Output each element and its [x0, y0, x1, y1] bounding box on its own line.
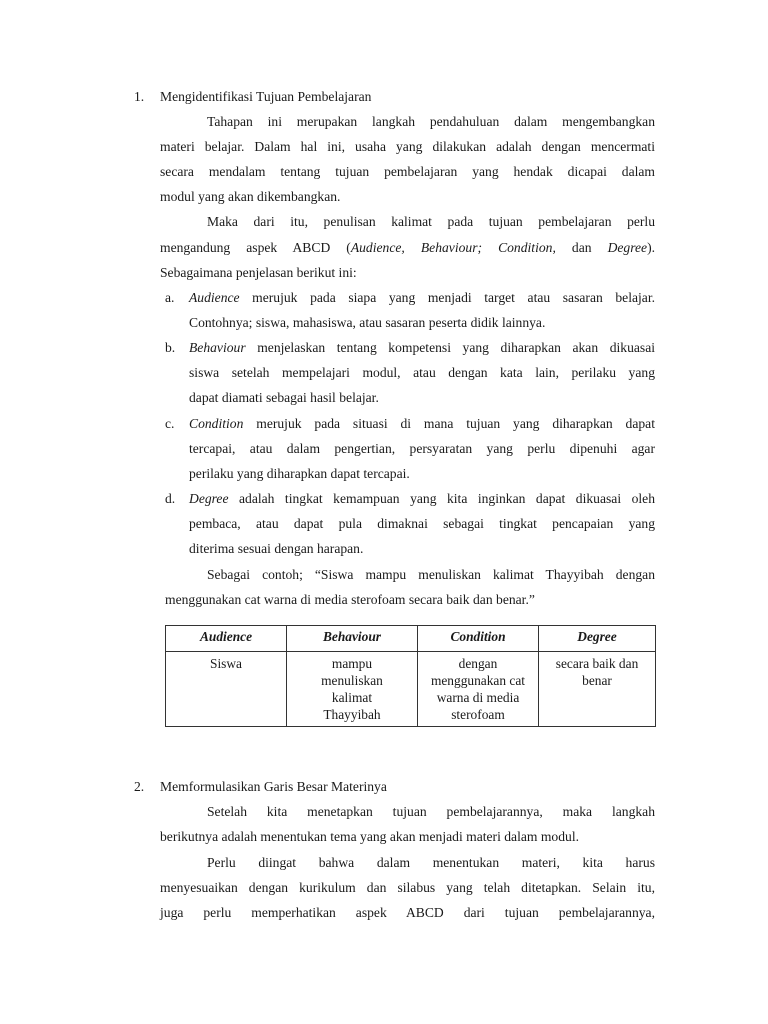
cell-line: warna di media — [436, 690, 520, 705]
example-line-1: Sebagai contoh; “Siswa mampu menuliskan kalimat Thayyibah dengan — [207, 567, 655, 582]
header-degree: Degree — [539, 626, 656, 652]
section-2-number: 2. — [134, 779, 145, 794]
example-line-2: menggunakan cat warna di media sterofoam secara baik dan benar.” — [165, 592, 535, 607]
list-marker-d: d. — [165, 491, 176, 506]
header-behaviour: Behaviour — [287, 626, 418, 652]
cell-line: Siswa — [210, 656, 242, 671]
s1-p1-line-3: secara mendalam tentang tujuan pembelajaran yang hendak dicapai dalam — [160, 164, 655, 179]
s2-p2-line-1: Perlu diingat bahwa dalam menentukan materi, kita harus — [207, 855, 655, 870]
s1-p2-line-3: Sebagaimana penjelasan berikut ini: — [160, 265, 357, 280]
s2-p2-line-2: menyesuaikan dengan kurikulum dan silabus yang telah ditetapkan. Selain itu, — [160, 880, 655, 895]
s1-p1-line-2: materi belajar. Dalam hal ini, usaha yang dilakukan adalah dengan mencermati — [160, 139, 655, 154]
list-item-audience-line-1: Audience merujuk pada siapa yang menjadi target atau sasaran belajar. — [189, 290, 655, 305]
list-item-degree-line-1: Degree adalah tingkat kemampuan yang kita inginkan dapat dikuasai oleh — [189, 491, 655, 506]
s1-p1-line-1: Tahapan ini merupakan langkah pendahuluan dalam mengembangkan — [207, 114, 655, 129]
list-item-behaviour-line-3: dapat diamati sebagai hasil belajar. — [189, 390, 379, 405]
list-item-behaviour-line-1: Behaviour menjelaskan tentang kompetensi yang diharapkan akan dikuasai — [189, 340, 656, 355]
cell-line: sterofoam — [451, 707, 505, 722]
s2-p1-line-2: berikutnya adalah menentukan tema yang akan menjadi materi dalam modul. — [160, 829, 579, 844]
header-condition: Condition — [418, 626, 539, 652]
list-marker-a: a. — [165, 290, 175, 305]
s2-p1-line-1: Setelah kita menetapkan tujuan pembelajarannya, maka langkah — [207, 804, 655, 819]
list-item-audience-line-2: Contohnya; siswa, mahasiswa, atau sasaran peserta didik lainnya. — [189, 315, 546, 330]
table-header-row — [166, 626, 656, 652]
cell-audience — [166, 652, 287, 727]
cell-line: mampu — [331, 656, 373, 671]
table-row — [166, 652, 656, 727]
header-audience: Audience — [166, 626, 287, 652]
list-item-degree-line-3: diterima sesuai dengan harapan. — [189, 541, 364, 556]
cell-degree — [539, 652, 656, 727]
list-item-condition-line-1: Condition merujuk pada situasi di mana tujuan yang diharapkan dapat — [189, 416, 655, 431]
cell-line: Thayyibah — [323, 707, 381, 722]
cell-line: menuliskan — [321, 673, 383, 688]
section-2-heading: Memformulasikan Garis Besar Materinya — [160, 779, 387, 794]
cell-behaviour — [287, 652, 418, 727]
list-marker-b: b. — [165, 340, 176, 355]
cell-line: benar — [582, 673, 612, 688]
cell-line: kalimat — [331, 690, 373, 705]
cell-condition — [418, 652, 539, 727]
list-item-degree-line-2: pembaca, atau dapat pula dimaknai sebagai tingkat pencapaian yang — [189, 516, 655, 531]
list-item-condition-line-3: perilaku yang diharapkan dapat tercapai. — [189, 466, 410, 481]
s1-p2-line-1: Maka dari itu, penulisan kalimat pada tujuan pembelajaran perlu — [207, 214, 655, 229]
list-item-behaviour-line-2: siswa setelah mempelajari modul, atau dengan kata lain, perilaku yang — [189, 365, 655, 380]
section-1-number: 1. — [134, 89, 145, 104]
s2-p2-line-3: juga perlu memperhatikan aspek ABCD dari tujuan pembelajarannya, — [160, 905, 655, 920]
abcd-table — [165, 625, 656, 727]
list-item-condition-line-2: tercapai, atau dalam pengertian, persyaratan yang perlu dipenuhi agar — [189, 441, 655, 456]
section-1-heading: Mengidentifikasi Tujuan Pembelajaran — [160, 89, 372, 104]
cell-line: secara baik dan — [555, 656, 639, 671]
list-marker-c: c. — [165, 416, 175, 431]
s1-p1-line-4: modul yang akan dikembangkan. — [160, 189, 341, 204]
cell-line: menggunakan cat — [430, 673, 526, 688]
s1-p2-line-2: mengandung aspek ABCD (Audience, Behaviour; Condition, dan Degree). — [160, 240, 656, 255]
cell-line: dengan — [458, 656, 498, 671]
